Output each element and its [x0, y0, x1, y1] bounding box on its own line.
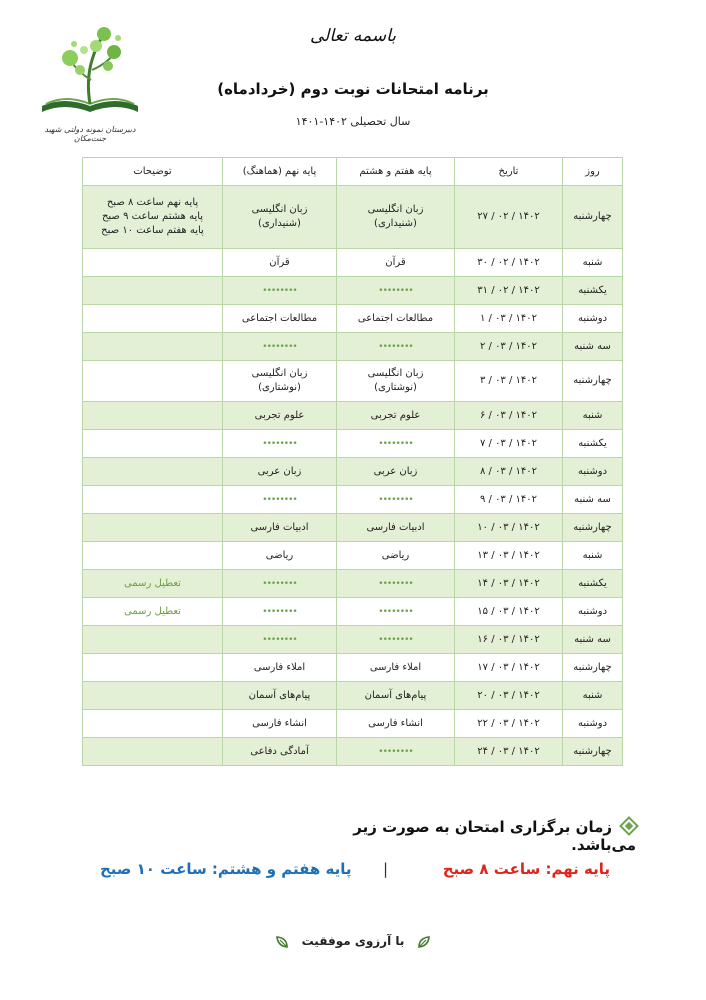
cell-notes: [83, 626, 223, 654]
cell-date: ۱۴۰۲ / ۰۳ / ۶: [455, 402, 563, 430]
cell-grade78-line: ••••••••: [378, 606, 413, 617]
cell-grade78-line: ••••••••: [378, 438, 413, 449]
academic-year: سال تحصیلی ۱۴۰۲-۱۴۰۱: [295, 115, 411, 128]
cell-grade9-line: قرآن: [269, 256, 290, 268]
cell-notes: [83, 542, 223, 570]
cell-grade78-line: ادبیات فارسی: [366, 521, 425, 533]
cell-grade9-line: املاء فارسی: [253, 661, 306, 673]
cell-grade9: [223, 486, 337, 514]
cell-grade9: [223, 186, 337, 249]
cell-grade78: [337, 361, 455, 402]
cell-grade78-line: (نوشتاری): [374, 382, 417, 393]
cell-date: ۱۴۰۲ / ۰۳ / ۱۳: [455, 542, 563, 570]
cell-grade9-line: ••••••••: [262, 285, 297, 296]
cell-notes: [83, 486, 223, 514]
header-day: روز: [563, 158, 623, 186]
cell-grade9-line: (شنیداری): [258, 218, 301, 229]
table-row: [83, 361, 623, 402]
cell-day: چهارشنبه: [563, 514, 623, 542]
table-row: [83, 710, 623, 738]
cell-grade9: [223, 430, 337, 458]
cell-grade78: [337, 333, 455, 361]
exam-time-note-text: زمان برگزاری امتحان به صورت زیر می‌باشد.: [353, 818, 636, 854]
cell-notes: [83, 738, 223, 766]
cell-grade78-line: زبان انگلیسی: [367, 368, 424, 379]
table-row: [83, 277, 623, 305]
cell-day: یکشنبه: [563, 277, 623, 305]
cell-date: ۱۴۰۲ / ۰۲ / ۲۷: [455, 186, 563, 249]
cell-notes-line: تعطیل رسمی: [124, 605, 181, 617]
cell-grade9: [223, 738, 337, 766]
page-title: برنامه امتحانات نوبت دوم (خردادماه): [217, 80, 489, 98]
cell-date: ۱۴۰۲ / ۰۲ / ۳۰: [455, 249, 563, 277]
table-row: [83, 402, 623, 430]
cell-grade78: [337, 186, 455, 249]
school-logo: [34, 20, 146, 138]
cell-grade78-line: ••••••••: [378, 634, 413, 645]
cell-grade78-line: املاء فارسی: [369, 661, 422, 673]
cell-grade9-line: پیام‌های آسمان: [248, 689, 311, 701]
grade78-time: پایه هفتم و هشتم: ساعت ۱۰ صبح: [100, 860, 352, 878]
bismillah-heading: باسمه تعالی: [310, 26, 396, 46]
cell-notes: [83, 305, 223, 333]
cell-notes: [83, 710, 223, 738]
cell-grade9-line: ادبیات فارسی: [250, 521, 309, 533]
cell-grade9-line: ••••••••: [262, 341, 297, 352]
table-row: [83, 738, 623, 766]
time-separator: |: [382, 860, 388, 878]
table-row: [83, 486, 623, 514]
cell-date: ۱۴۰۲ / ۰۳ / ۱۰: [455, 514, 563, 542]
cell-grade9-line: انشاء فارسی: [252, 717, 307, 729]
table-row: [83, 249, 623, 277]
cell-grade78-line: ••••••••: [378, 494, 413, 505]
cell-grade9-line: آمادگی دفاعی: [250, 745, 309, 757]
cell-grade78: [337, 710, 455, 738]
cell-day: شنبه: [563, 682, 623, 710]
cell-day: سه شنبه: [563, 333, 623, 361]
cell-date: ۱۴۰۲ / ۰۳ / ۱: [455, 305, 563, 333]
table-body: [83, 186, 623, 766]
cell-day: دوشنبه: [563, 598, 623, 626]
table-row: [83, 333, 623, 361]
cell-grade78: [337, 626, 455, 654]
cell-grade9-line: ••••••••: [262, 634, 297, 645]
cell-grade9-line: ••••••••: [262, 494, 297, 505]
cell-grade78-line: علوم تجربی: [370, 409, 421, 421]
cell-grade9-line: زبان انگلیسی: [251, 368, 308, 379]
cell-day: چهارشنبه: [563, 654, 623, 682]
cell-day: شنبه: [563, 249, 623, 277]
cell-grade9: [223, 626, 337, 654]
cell-notes: [83, 186, 223, 249]
grade9-time: پایه نهم: ساعت ۸ صبح: [442, 860, 610, 878]
cell-notes: [83, 402, 223, 430]
cell-grade78: [337, 654, 455, 682]
cell-grade78-line: ••••••••: [378, 285, 413, 296]
cell-grade9-line: زبان انگلیسی: [251, 204, 308, 215]
cell-notes: [83, 598, 223, 626]
cell-notes: [83, 277, 223, 305]
cell-day: چهارشنبه: [563, 361, 623, 402]
cell-notes: [83, 514, 223, 542]
cell-grade78-line: ••••••••: [378, 746, 413, 757]
cell-grade9: [223, 682, 337, 710]
cell-notes-line: تعطیل رسمی: [124, 577, 181, 589]
cell-grade9-line: ••••••••: [262, 578, 297, 589]
table-row: [83, 186, 623, 249]
cell-grade78-line: ریاضی: [381, 549, 410, 561]
cell-grade9: [223, 710, 337, 738]
cell-date: ۱۴۰۲ / ۰۳ / ۳: [455, 361, 563, 402]
logo-caption: دبیرستان نمونه دولتی شهید جنت‌مکان: [44, 125, 136, 143]
cell-grade78-line: انشاء فارسی: [368, 717, 423, 729]
cell-notes: [83, 361, 223, 402]
cell-day: سه شنبه: [563, 486, 623, 514]
cell-day: شنبه: [563, 402, 623, 430]
cell-notes: [83, 570, 223, 598]
leaf-icon: [275, 935, 289, 949]
cell-day: دوشنبه: [563, 458, 623, 486]
cell-grade78-line: قرآن: [385, 256, 406, 268]
cell-date: ۱۴۰۲ / ۰۳ / ۹: [455, 486, 563, 514]
cell-grade9: [223, 361, 337, 402]
cell-grade78-line: مطالعات اجتماعی: [357, 312, 434, 324]
cell-date: ۱۴۰۲ / ۰۳ / ۸: [455, 458, 563, 486]
cell-grade78: [337, 430, 455, 458]
cell-day: چهارشنبه: [563, 186, 623, 249]
cell-day: دوشنبه: [563, 710, 623, 738]
cell-notes-line: پایه هفتم ساعت ۱۰ صبح: [101, 225, 204, 236]
cell-grade9: [223, 249, 337, 277]
cell-grade78-line: (شنیداری): [374, 218, 417, 229]
table-row: [83, 570, 623, 598]
table-row: [83, 514, 623, 542]
cell-date: ۱۴۰۲ / ۰۳ / ۱۶: [455, 626, 563, 654]
cell-notes: [83, 333, 223, 361]
table-row: [83, 626, 623, 654]
cell-date: ۱۴۰۲ / ۰۳ / ۱۵: [455, 598, 563, 626]
header-date: تاریخ: [455, 158, 563, 186]
exam-time-note: [290, 818, 636, 854]
cell-grade9: [223, 542, 337, 570]
diamond-bullet-icon: [619, 816, 639, 836]
cell-grade78: [337, 277, 455, 305]
cell-grade78-line: ••••••••: [378, 578, 413, 589]
cell-date: ۱۴۰۲ / ۰۳ / ۲: [455, 333, 563, 361]
cell-day: چهارشنبه: [563, 738, 623, 766]
exam-schedule-table: [82, 157, 623, 766]
cell-day: یکشنبه: [563, 430, 623, 458]
cell-grade9-line: علوم تجربی: [254, 409, 305, 421]
cell-grade9: [223, 305, 337, 333]
cell-grade78: [337, 514, 455, 542]
cell-grade9: [223, 458, 337, 486]
cell-grade9: [223, 402, 337, 430]
cell-date: ۱۴۰۲ / ۰۳ / ۱۷: [455, 654, 563, 682]
cell-date: ۱۴۰۲ / ۰۳ / ۲۲: [455, 710, 563, 738]
table-row: [83, 430, 623, 458]
header-grade78: پایه هفتم و هشتم: [337, 158, 455, 186]
cell-day: سه شنبه: [563, 626, 623, 654]
header-grade9: پایه نهم (هماهنگ): [223, 158, 337, 186]
cell-grade9: [223, 514, 337, 542]
cell-grade9: [223, 333, 337, 361]
cell-day: یکشنبه: [563, 570, 623, 598]
cell-grade78: [337, 458, 455, 486]
cell-grade9-line: مطالعات اجتماعی: [241, 312, 318, 324]
cell-grade78-line: پیام‌های آسمان: [364, 689, 427, 701]
cell-notes: [83, 682, 223, 710]
cell-day: شنبه: [563, 542, 623, 570]
cell-day: دوشنبه: [563, 305, 623, 333]
cell-grade9-line: زبان عربی: [257, 465, 302, 477]
cell-grade78: [337, 542, 455, 570]
cell-grade9-line: ریاضی: [265, 549, 294, 561]
table-header-row: [83, 158, 623, 186]
cell-date: ۱۴۰۲ / ۰۳ / ۱۴: [455, 570, 563, 598]
cell-notes-line: پایه هشتم ساعت ۹ صبح: [101, 211, 204, 222]
table-row: [83, 598, 623, 626]
cell-grade9: [223, 570, 337, 598]
cell-notes: [83, 654, 223, 682]
cell-grade9-line: ••••••••: [262, 606, 297, 617]
cell-notes-line: پایه نهم ساعت ۸ صبح: [106, 197, 199, 208]
cell-grade9: [223, 277, 337, 305]
cell-notes: [83, 430, 223, 458]
cell-grade9: [223, 598, 337, 626]
cell-grade78: [337, 682, 455, 710]
book-tree-icon: [34, 20, 146, 120]
cell-grade78: [337, 305, 455, 333]
leaf-icon: [417, 935, 431, 949]
cell-grade78: [337, 249, 455, 277]
cell-grade78: [337, 598, 455, 626]
table-row: [83, 682, 623, 710]
cell-grade9: [223, 654, 337, 682]
cell-notes: [83, 458, 223, 486]
cell-grade9-line: (نوشتاری): [258, 382, 301, 393]
cell-grade78: [337, 402, 455, 430]
cell-notes: [83, 249, 223, 277]
header-notes: توضیحات: [83, 158, 223, 186]
cell-date: ۱۴۰۲ / ۰۳ / ۷: [455, 430, 563, 458]
cell-grade78-line: ••••••••: [378, 341, 413, 352]
table-row: [83, 654, 623, 682]
cell-grade78-line: زبان عربی: [373, 465, 418, 477]
cell-date: ۱۴۰۲ / ۰۳ / ۲۴: [455, 738, 563, 766]
table-row: [83, 542, 623, 570]
good-luck-line: [270, 934, 436, 949]
cell-grade78: [337, 486, 455, 514]
cell-grade9-line: ••••••••: [262, 438, 297, 449]
table-row: [83, 458, 623, 486]
cell-date: ۱۴۰۲ / ۰۲ / ۳۱: [455, 277, 563, 305]
good-luck-text: با آرزوی موفقیت: [301, 934, 405, 948]
cell-grade78: [337, 738, 455, 766]
cell-grade78: [337, 570, 455, 598]
cell-date: ۱۴۰۲ / ۰۳ / ۲۰: [455, 682, 563, 710]
cell-grade78-line: زبان انگلیسی: [367, 204, 424, 215]
table-row: [83, 305, 623, 333]
